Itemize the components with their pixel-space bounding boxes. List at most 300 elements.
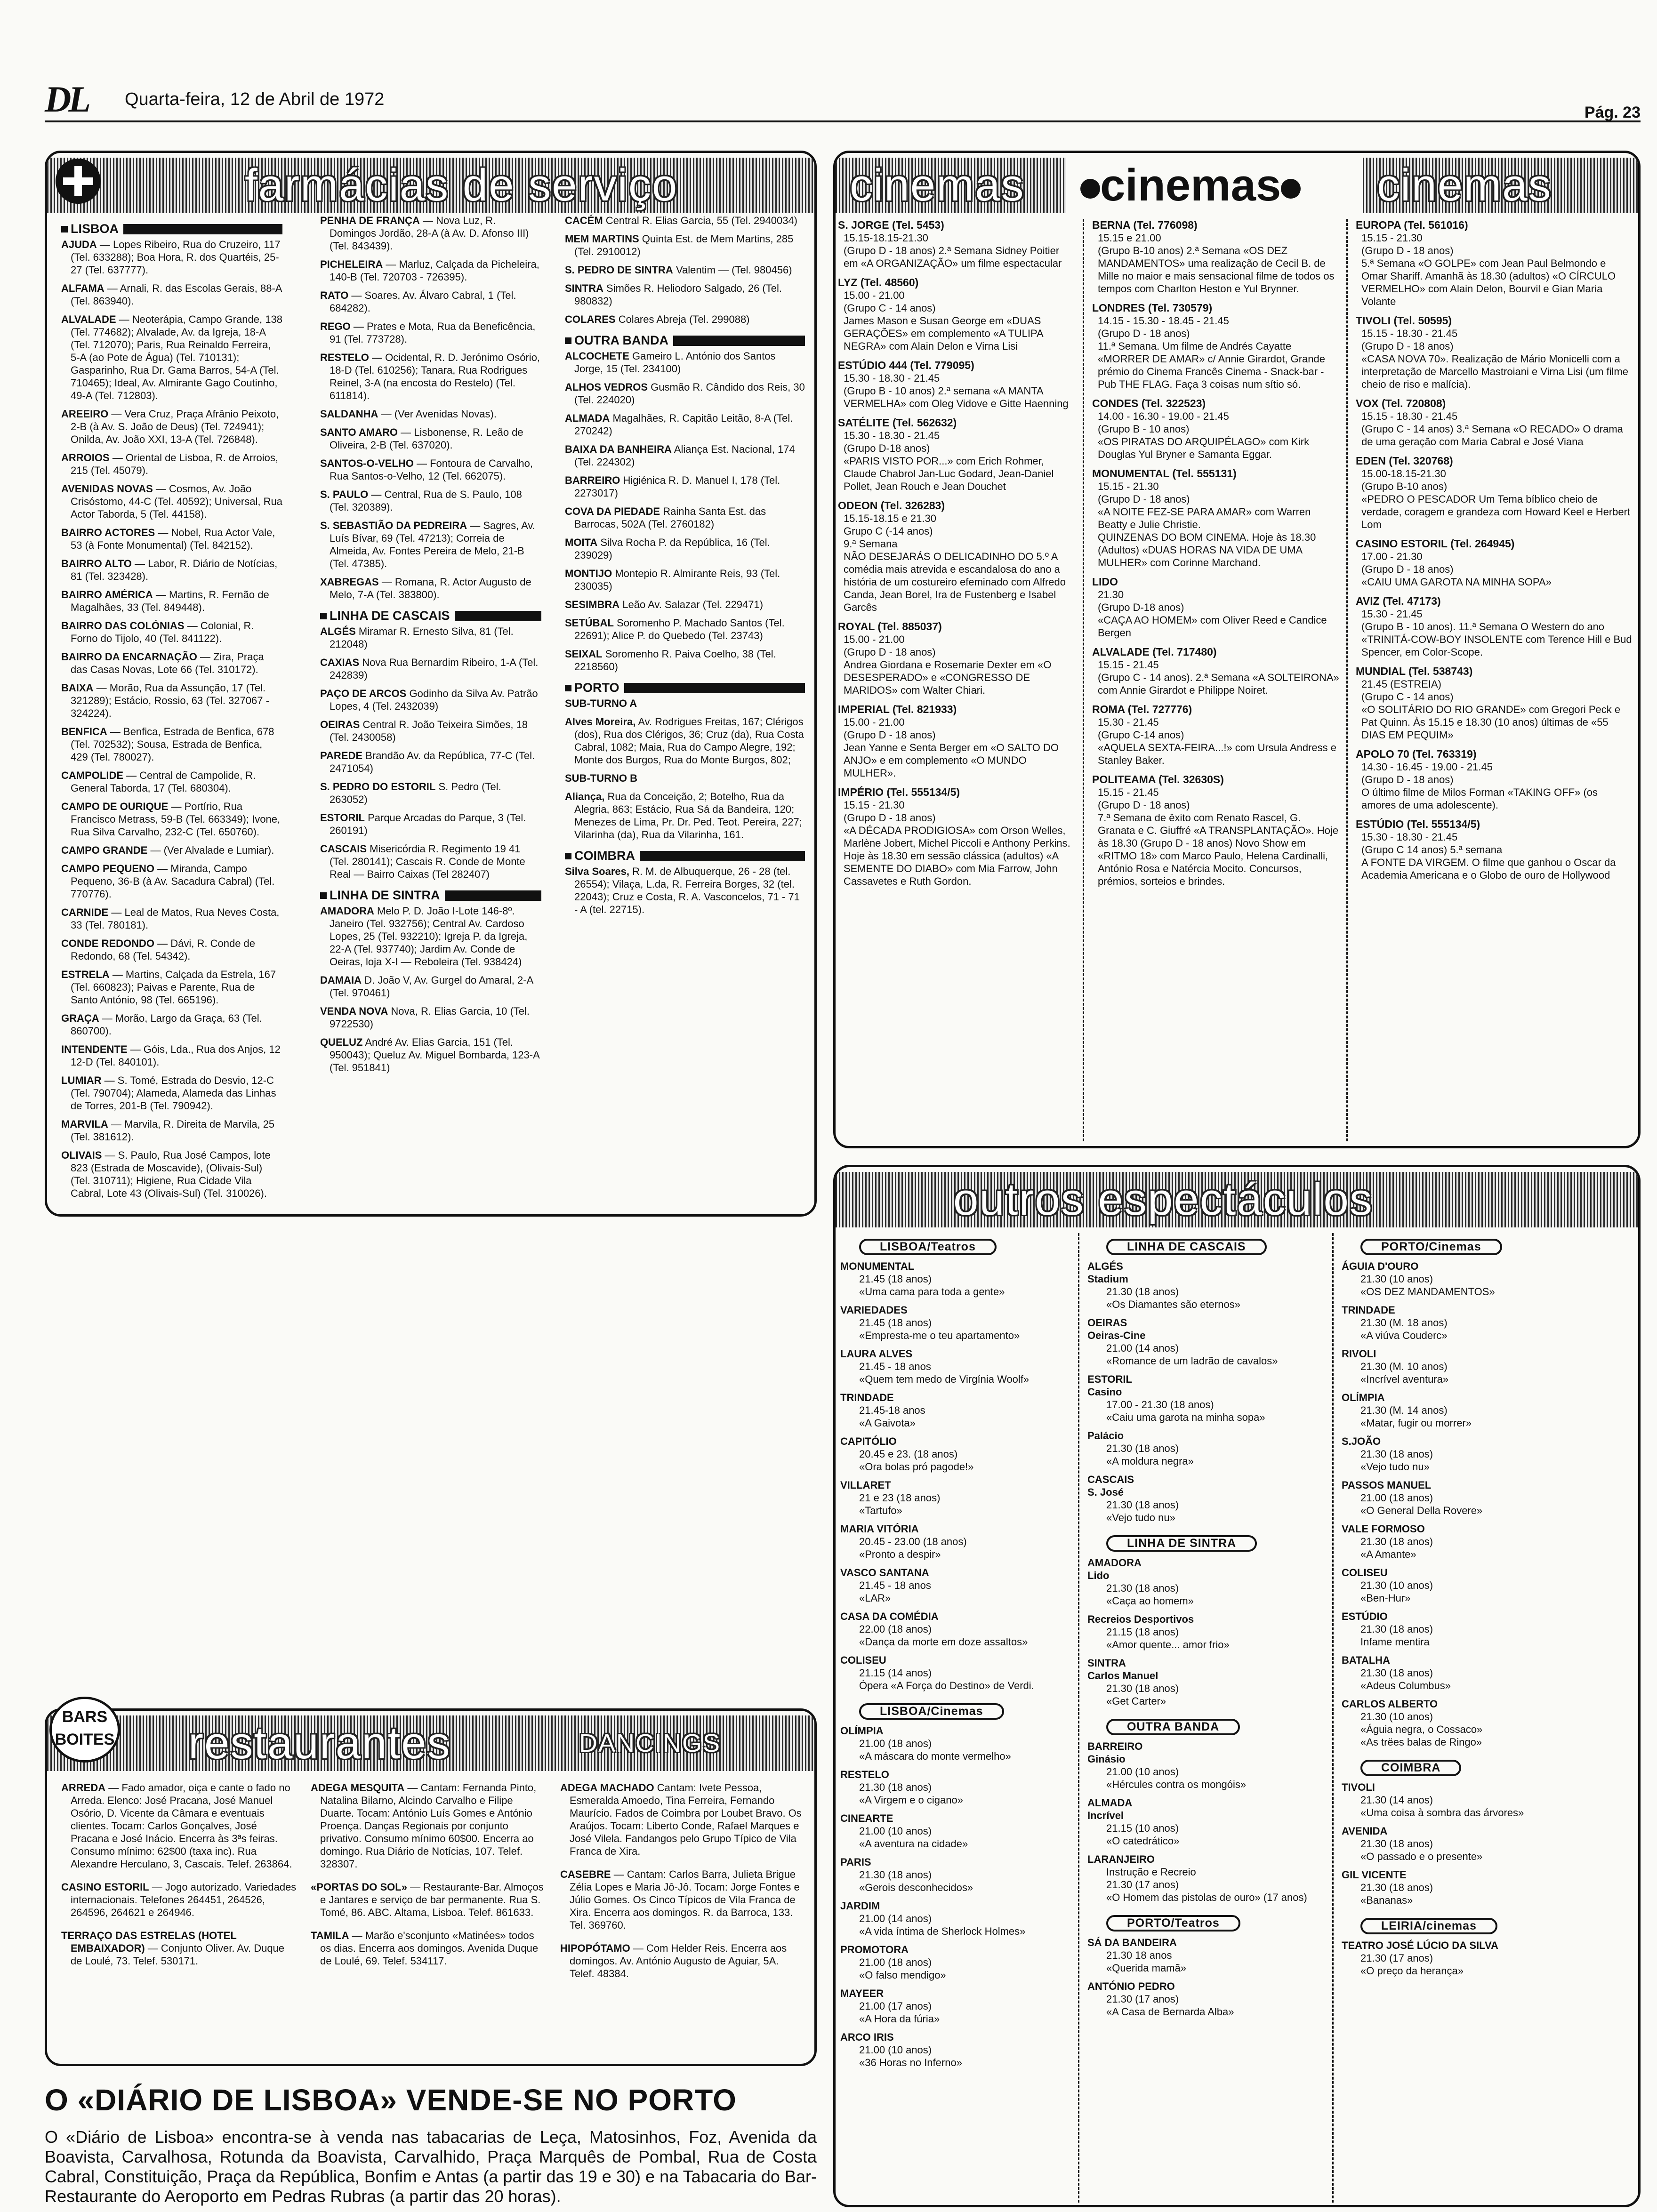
district-name: DAMAIA xyxy=(320,974,362,986)
pharmacy-entry xyxy=(320,842,541,881)
restaurant-text: — Restaurante-Bar. Almoços e Jantares e serviço de bar permanente. Rua S. Tomé, 86. ABC. Altama, Lisboa. Telef. 861633. xyxy=(320,1881,544,1918)
region-bullet-icon xyxy=(61,226,68,232)
restaurant-entry xyxy=(311,1781,546,1870)
cinema-name: ESTÚDIO (Tel. 555134/5) xyxy=(1356,818,1480,830)
venue-name: SÁ DA BANDEIRA xyxy=(1087,1937,1177,1948)
cinema-name: SATÉLITE (Tel. 562632) xyxy=(838,417,957,429)
show-listing xyxy=(840,1347,1073,1386)
district-name: BAIRRO ACTORES xyxy=(61,527,155,538)
pharmacy-text: — Morão, Largo da Graça, 63 (Tel. 860700). xyxy=(71,1012,262,1037)
venue-group-header: LISBOA/Teatros xyxy=(859,1239,997,1255)
show-info: 21.00 (18 anos) «O falso mendigo» xyxy=(859,1956,946,1981)
cinema-info: 15.15 - 21.45 (Grupo D - 18 anos) 7.ª Semana de êxito com Renato Rascel, G. Granata e C. Giuffré «A TRANSPLANTAÇÃO». Hoje às 18.30 (Grupo D - 18 anos) Novo Show em «RITMO 18» com Marco Paulo, Helena Cardinalli, António Rosa e Natércia Mocito. Concursos, prémios, sorteios e brindes. xyxy=(1098,786,1339,887)
cinema-info: 21.30 (Grupo D-18 anos) «CAÇA AO HOMEM» com Oliver Reed e Candice Bergen xyxy=(1098,589,1327,639)
district-name: LUMIAR xyxy=(61,1074,102,1086)
issue-date: Quarta-feira, 12 de Abril de 1972 xyxy=(125,89,385,109)
cinema-listing xyxy=(1092,467,1339,569)
district-name: REGO xyxy=(320,321,351,332)
pharmacy-text: — S. Tomé, Estrada do Desvio, 12-C (Tel. 790704); Alameda, Alameda das Linhas de Torres, 201-B (Tel. 790942). xyxy=(71,1074,276,1112)
district-name: GRAÇA xyxy=(61,1012,99,1024)
district-name: ALCOCHETE xyxy=(565,350,629,362)
show-info: 21.00 (17 anos) «A Hora da fúria» xyxy=(859,2000,940,2025)
pharmacy-text: S. Pedro (Tel. 263052) xyxy=(330,781,501,805)
cinema-info: 15.15 - 18.30 - 21.45 (Grupo C - 14 anos) 3.ª Semana «O RECADO» O drama de uma geração com Maria Cabral e José Viana xyxy=(1361,410,1623,448)
district-name: BAIRRO AMÉRICA xyxy=(61,589,153,601)
pharmacy-text: — Arnali, R. das Escolas Gerais, 88-A (Tel. 863940). xyxy=(71,282,282,307)
pharmacy-text: Av. Rodrigues Freitas, 167; Clérigos (dos), Rua dos Clérigos, 36; Cruz (da), Rua Costa Cabral, 1082; Maia, Rua do Campo Alegre, 192; Monte dos Burgos, Rua do Monte Burgos, 802; xyxy=(574,716,804,766)
show-info: 21.30 (M. 10 anos) «Incrível aventura» xyxy=(1360,1361,1449,1385)
pharmacy-entry xyxy=(61,1149,282,1200)
show-listing xyxy=(840,1610,1073,1648)
district-name: VENDA NOVA xyxy=(320,1005,388,1017)
pharmacy-entry xyxy=(320,1036,541,1074)
show-listing xyxy=(1342,1566,1633,1604)
cinema-listing xyxy=(838,359,1076,410)
pharmacy-entry xyxy=(565,505,805,530)
district-name: XABREGAS xyxy=(320,576,379,588)
cinema-info: 15.30 - 21.45 (Grupo B - 10 anos). 11.ª Semana O Western do ano «TRINITÁ-COW-BOY INSOLENTE com Terence Hill e Bud Spencer, em Color-Scope. xyxy=(1361,608,1632,658)
venue-name: VALE FORMOSO xyxy=(1342,1523,1425,1535)
restaurant-name: ADEGA MACHADO xyxy=(560,1782,654,1794)
cinema-listing xyxy=(1092,703,1339,767)
venue-name: VASCO SANTANA xyxy=(840,1567,929,1579)
show-listing xyxy=(840,1987,1073,2025)
district-name: ALFAMA xyxy=(61,282,105,294)
district-name: SUB-TURNO B xyxy=(565,772,637,784)
district-name: AVENIDAS NOVAS xyxy=(61,483,153,495)
dancings-title: DANCINGS xyxy=(579,1729,721,1757)
pharmacy-entry xyxy=(61,588,282,614)
venue-name: MAYEER xyxy=(840,1988,884,1999)
pharmacy-entry xyxy=(565,697,805,710)
district-name: MARVILA xyxy=(61,1118,108,1130)
venue-name: VARIEDADES xyxy=(840,1304,908,1316)
district-name: AJUDA xyxy=(61,239,97,250)
pharmacy-text: Rua da Conceição, 2; Botelho, Rua da Alegria, 863; Estácio, Rua Sá da Bandeira, 120; Menezes de Lima, Pr. Dr. Ped. Teot. Pereira, 227; Vilarinha (da), Rua da Vilarinha, 161. xyxy=(574,791,802,841)
cinema-name: VOX (Tel. 720808) xyxy=(1356,397,1446,409)
pharmacy-text: Simões R. Heliodoro Salgado, 26 (Tel. 980832) xyxy=(574,282,782,307)
pharmacy-entry xyxy=(565,350,805,375)
district-name: CONDE REDONDO xyxy=(61,938,155,949)
restaurant-name: ADEGA MESQUITA xyxy=(311,1782,405,1794)
show-info: 21.00 (14 anos) «A vida íntima de Sherlock Holmes» xyxy=(859,1913,1026,1937)
show-info: 21.15 (14 anos) Ópera «A Força do Destino» de Verdi. xyxy=(859,1667,1034,1691)
pharmacy-entry xyxy=(61,1043,282,1068)
pharmacy-text: — Dávi, R. Conde de Redondo, 68 (Tel. 54342). xyxy=(71,938,256,962)
venue-name: VILLARET xyxy=(840,1479,891,1491)
restaurantes-column-2 xyxy=(311,1781,546,2064)
district-name: ALMADA xyxy=(565,412,610,424)
venue-group-header: LEIRIA/cinemas xyxy=(1360,1918,1497,1934)
show-listing xyxy=(1342,1781,1633,1819)
cinema-info: 15.15 - 21.30 (Grupo D - 18 anos) «A DÉCADA PRODIGIOSA» com Orson Welles, Marlène Jobert, Michel Piccoli e Anthony Perkins. Hoje às 18.30 em sessão clássica (adultos) «A SEMENTE DO DIABO» com Mia Farrow, John Cassavetes e Ruth Gordon. xyxy=(844,799,1070,887)
pharmacy-entry xyxy=(565,567,805,593)
region-header xyxy=(61,223,282,235)
cinema-listing xyxy=(838,276,1076,353)
show-listing xyxy=(1087,1796,1325,1847)
cinema-info: 15.00 - 21.00 (Grupo D - 18 anos) Andrea Giordana e Rosemarie Dexter em «O DESESPERADO» e «CONGRESSO DE MARIDOS» com Walter Chiari. xyxy=(844,633,1052,696)
pharmacy-cross-icon xyxy=(56,159,101,204)
pharmacy-entry xyxy=(565,715,805,766)
district-name: S. PAULO xyxy=(320,489,369,500)
pharmacy-entry xyxy=(320,625,541,650)
district-name: CAMPO DE OURIQUE xyxy=(61,801,169,812)
venue-name: CASA DA COMÉDIA xyxy=(840,1611,939,1622)
show-info: 21.30 (18 anos) «Get Carter» xyxy=(1106,1683,1179,1707)
pharmacy-text: — Cosmos, Av. João Crisóstomo, 44-C (Tel. 40592); Universal, Rua Actor Taborda, 5 (Tel. 44158). xyxy=(71,483,282,520)
venue-name: CASCAIS S. José xyxy=(1087,1474,1134,1498)
pharmacy-entry xyxy=(61,862,282,900)
district-name: RESTELO xyxy=(320,352,369,363)
cinema-info: 15.15 - 21.30 (Grupo D - 18 anos) «A NOITE FEZ-SE PARA AMAR» com Warren Beatty e Julie Christie. QUINZENAS DO BOM CINEMA. Hoje às 18.30 (Adultos) «DUAS HORAS NA VIDA DE UMA MULHER» com Corinne Marchand. xyxy=(1098,481,1316,569)
venue-name: PROMOTORA xyxy=(840,1944,909,1956)
venue-name: CAPITÓLIO xyxy=(840,1435,897,1447)
district-name: CAMPO PEQUENO xyxy=(61,863,155,874)
district-name: OEIRAS xyxy=(320,719,360,730)
show-listing xyxy=(1342,1260,1633,1298)
pharmacy-text: Nova, R. Elias Garcia, 10 (Tel. 9722530) xyxy=(330,1005,530,1030)
restaurant-entry xyxy=(61,1781,297,1870)
show-listing xyxy=(1087,1473,1325,1524)
district-name: ALHOS VEDROS xyxy=(565,381,648,393)
show-listing xyxy=(840,1260,1073,1298)
cinema-listing xyxy=(1356,455,1633,531)
pharmacy-text: — Leal de Matos, Rua Neves Costa, 33 (Tel. 780181). xyxy=(71,906,280,931)
show-listing xyxy=(1087,1316,1325,1367)
cinema-listing xyxy=(1356,219,1633,308)
cinema-name: IMPERIAL (Tel. 821933) xyxy=(838,703,957,715)
show-info: 21.30 (18 anos) «Adeus Columbus» xyxy=(1360,1667,1451,1691)
pharmacy-text: Soromenho P. Machado Santos (Tel. 22691); Alice P. do Quebedo (Tel. 23743) xyxy=(574,617,785,641)
show-listing xyxy=(1342,1304,1633,1342)
bullet-icon xyxy=(1080,179,1100,199)
restaurant-entry xyxy=(560,1868,805,1931)
region-rule xyxy=(640,851,805,861)
cinema-name: ODEON (Tel. 326283) xyxy=(838,499,945,512)
pharmacy-text: — Prates e Mota, Rua da Beneficência, 91 (Tel. 773728). xyxy=(330,321,536,345)
region-rule xyxy=(673,336,805,346)
restaurant-name: TERRAÇO DAS ESTRELAS (HOTEL EMBAIXADOR) xyxy=(61,1930,237,1954)
venue-name: RESTELO xyxy=(840,1769,889,1780)
district-name: SANTOS-O-VELHO xyxy=(320,457,414,469)
venue-name: BATALHA xyxy=(1342,1654,1391,1666)
show-info: 21.30 (10 anos) «Ben-Hur» xyxy=(1360,1579,1433,1604)
district-name: Aliança, xyxy=(565,791,605,802)
pharmacy-text: — Miranda, Campo Pequeno, 36-B (à Av. Sacadura Cabral) (Tel. 770776). xyxy=(71,863,275,900)
pharmacy-text: — (Ver Alvalade e Lumiar). xyxy=(150,844,274,856)
pharmacy-text: — Marluz, Calçada da Picheleira, 140-B (Tel. 720703 - 726395). xyxy=(330,258,539,283)
pharmacy-text: — Fontoura de Carvalho, Rua Santos-o-Velho, 12 (Tel. 662075). xyxy=(330,457,533,482)
cinema-listing xyxy=(838,703,1076,779)
show-info: 21.30 (18 anos) «Vejo tudo nu» xyxy=(1360,1448,1433,1473)
pharmacy-entry xyxy=(61,451,282,477)
show-info: 21.30 (14 anos) «Uma coisa à sombra das árvores» xyxy=(1360,1794,1524,1819)
show-info: 21.30 (M. 14 anos) «Matar, fugir ou morrer» xyxy=(1360,1404,1472,1429)
region-bullet-icon xyxy=(320,613,327,619)
pharmacy-entry xyxy=(565,865,805,916)
restaurant-name: CASEBRE xyxy=(560,1868,611,1880)
pharmacy-entry xyxy=(565,617,805,642)
district-name: BAIRRO ALTO xyxy=(61,558,132,569)
pharmacy-entry xyxy=(320,576,541,601)
district-name: ALGÉS xyxy=(320,625,356,637)
pharmacy-text: Soromenho R. Paiva Coelho, 38 (Tel. 2218560) xyxy=(574,648,776,673)
pharmacy-text: — Benfica, Estrada de Benfica, 678 (Tel. 702532); Sousa, Estrada de Benfica, 429 (Tel. 780027). xyxy=(71,726,274,763)
show-info: 21.15 (10 anos) «O catedrático» xyxy=(1106,1822,1180,1847)
venue-name: ESTÚDIO xyxy=(1342,1611,1388,1622)
cinema-listing xyxy=(1092,397,1339,461)
district-name: CASCAIS xyxy=(320,843,367,855)
cinema-listing xyxy=(1092,219,1339,295)
pharmacy-entry xyxy=(320,488,541,513)
cinema-info: 21.45 (ESTREIA) (Grupo C - 14 anos) «O SOLITÁRIO DO RIO GRANDE» com Gregori Peck e Pat Quinn. Às 15.15 e 18.30 (10 anos) últimas de «55 DIAS EM PEQUIM» xyxy=(1361,678,1621,741)
cinema-name: ESTÚDIO 444 (Tel. 779095) xyxy=(838,359,974,371)
page-header xyxy=(45,75,1641,122)
show-listing xyxy=(1342,1435,1633,1473)
district-name: SETÚBAL xyxy=(565,617,614,629)
cinemas-title: cinemas xyxy=(1100,160,1281,210)
venue-name: SINTRA Carlos Manuel xyxy=(1087,1657,1158,1682)
pharmacy-entry xyxy=(320,351,541,402)
venue-name: RIVOLI xyxy=(1342,1348,1376,1360)
pharmacy-entry xyxy=(61,1118,282,1143)
cinema-listing xyxy=(1356,537,1633,588)
district-name: S. PEDRO DE SINTRA xyxy=(565,264,673,276)
pharmacy-entry xyxy=(565,264,805,276)
bars-boites-badge xyxy=(49,1697,120,1763)
district-name: SALDANHA xyxy=(320,408,378,420)
pharmacy-entry xyxy=(320,811,541,837)
venue-group-header: PORTO/Cinemas xyxy=(1360,1239,1502,1255)
show-info: 21.30 (18 anos) «O passado e o presente» xyxy=(1360,1838,1483,1862)
show-info: 21.45 (18 anos) «Uma cama para toda a gente» xyxy=(859,1273,1005,1298)
show-info: 21.45 - 18 anos «Quem tem medo de Virgínia Woolf» xyxy=(859,1361,1030,1385)
cinema-name: ALVALADE (Tel. 717480) xyxy=(1092,646,1217,658)
district-name: CACÉM xyxy=(565,215,603,226)
cinema-name: EUROPA (Tel. 561016) xyxy=(1356,219,1468,231)
district-name: Silva Soares, xyxy=(565,866,629,877)
show-listing xyxy=(1087,1980,1325,2018)
pharmacy-text: — Colonial, R. Forno do Tijolo, 40 (Tel. 841122). xyxy=(71,620,254,644)
show-listing xyxy=(1087,1373,1325,1424)
show-info: 21.30 (18 anos) «Bananas» xyxy=(1360,1882,1433,1906)
pharmacy-text: R. M. de Albuquerque, 26 - 28 (tel. 26554); Vilaça, L.da, R. Ferreira Borges, 32 (tel. 22043); Cruz e Costa, R. A. Vasconcelos, 71 - 71 - A (tel. 22715). xyxy=(574,866,800,915)
show-listing xyxy=(1342,1654,1633,1692)
cinema-listing xyxy=(1356,665,1633,741)
pharmacy-entry xyxy=(320,519,541,570)
pharmacy-text: D. João V, Av. Gurgel do Amaral, 2-A (Tel. 970461) xyxy=(330,974,533,999)
cinema-name: CASINO ESTORIL (Tel. 264945) xyxy=(1356,537,1515,550)
region-name: PORTO xyxy=(574,681,619,695)
pharmacy-text: Higiénica R. D. Manuel I, 178 (Tel. 2273017) xyxy=(574,474,780,499)
cinema-listing xyxy=(1356,818,1633,882)
pharmacy-entry xyxy=(320,320,541,345)
column-divider xyxy=(1078,1233,1079,2203)
pharmacy-text: — Nobel, Rua Actor Vale, 53 (à Fonte Monumental) (Tel. 842152). xyxy=(71,527,275,551)
cinemas-column-1 xyxy=(838,219,1076,1141)
badge-line-1: BARS xyxy=(62,1708,108,1726)
pharmacy-text: — Góis, Lda., Rua dos Anjos, 12 12-D (Tel. 840101). xyxy=(71,1043,281,1068)
cinema-info: 15.15-18.15 e 21.30 Grupo C (-14 anos) 9.ª Semana NÃO DESEJARÁS O DELICADINHO DO 5.º A comédia mais atrevida e escandalosa do ano a história de um costureiro efeminado com Alfredo Canda, Jean Borel, Ira de Fustenberg e Isabel Garcês xyxy=(844,513,1066,613)
region-rule xyxy=(455,611,541,621)
venue-group-header: LINHA DE CASCAIS xyxy=(1106,1239,1267,1255)
venue-name: COLISEU xyxy=(1342,1567,1388,1579)
restaurant-text: Cantam: Ivete Pessoa, Esmeralda Amoedo, Tina Ferreira, Fernando Maurício. Fados de Coimbra por Loubet Bravo. Os Araújos. Tocam: Liberto Conde, Rafael Marques e José Vilela. Fandangos pelo Grupo Típico de Vila Franca de Xira. xyxy=(570,1782,802,1857)
show-info: 21.30 (17 anos) «O preço da herança» xyxy=(1360,1952,1464,1977)
district-name: BAIXA xyxy=(61,682,94,694)
show-info: 21.30 (18 anos) «A Amante» xyxy=(1360,1536,1433,1560)
district-name: RATO xyxy=(320,289,349,301)
pharmacy-entry xyxy=(320,426,541,451)
cinema-name: S. JORGE (Tel. 5453) xyxy=(838,219,944,231)
pharmacy-entry xyxy=(565,536,805,561)
show-listing xyxy=(840,1391,1073,1429)
pharmacy-text: — Sagres, Av. Luís Bívar, 69 (Tel. 47213); Correia de Almeida, Av. Fontes Pereira de Melo, 21-B (Tel. 47385). xyxy=(330,520,535,569)
pharmacy-entry xyxy=(565,232,805,258)
show-listing xyxy=(1087,1260,1325,1311)
show-info: 20.45 - 23.00 (18 anos) «Pronto a despir» xyxy=(859,1536,967,1560)
region-header xyxy=(565,334,805,347)
show-listing xyxy=(1342,1479,1633,1517)
venue-group-header: PORTO/Teatros xyxy=(1106,1915,1240,1931)
venue-group-header: LISBOA/Cinemas xyxy=(859,1703,1004,1720)
venue-group-header: COIMBRA xyxy=(1360,1760,1461,1776)
pharmacy-text: Colares Abreja (Tel. 299088) xyxy=(618,313,750,325)
show-info: 21.00 (18 anos) «O General Della Rovere» xyxy=(1360,1492,1483,1516)
pharmacy-text: — Vera Cruz, Praça Afrânio Peixoto, 2-B (à Av. S. João de Deus) (Tel. 724941); Onilda, Av. João XXI, 13-A (Tel. 726848). xyxy=(71,408,279,445)
show-info: 21.30 (18 anos) «Caça ao homem» xyxy=(1106,1582,1194,1607)
restaurant-name: HIPOPÓTAMO xyxy=(560,1942,630,1954)
outros-section xyxy=(833,1165,1641,2207)
pharmacy-text: — Ocidental, R. D. Jerónimo Osório, 18-D (Tel. 610256); Tanara, Rua Rodrigues Reinel, 3-A (na encosta do Restelo) (Tel. 611814). xyxy=(330,352,540,401)
venue-name: ANTÓNIO PEDRO xyxy=(1087,1980,1175,1992)
show-info: 21.00 (18 anos) «A máscara do monte vermelho» xyxy=(859,1738,1011,1762)
pharmacy-entry xyxy=(61,526,282,552)
pharmacy-entry xyxy=(61,681,282,720)
show-listing xyxy=(840,1654,1073,1692)
district-name: CARNIDE xyxy=(61,906,109,918)
region-rule xyxy=(123,224,282,234)
show-info: 21.45 (18 anos) «Empresta-me o teu apartamento» xyxy=(859,1317,1020,1341)
pharmacy-text: Montepio R. Almirante Reis, 93 (Tel. 230035) xyxy=(574,568,780,592)
cinema-info: 15.30 - 21.45 (Grupo C-14 anos) «AQUELA SEXTA-FEIRA...!» com Ursula Andress e Stanley Baker. xyxy=(1098,716,1336,766)
venue-name: TIVOLI xyxy=(1342,1781,1375,1793)
pharmacy-text: Silva Rocha P. da República, 16 (Tel. 239029) xyxy=(574,537,770,561)
show-info: 20.45 e 23. (18 anos) «Ora bolas pró pagode!» xyxy=(859,1448,974,1473)
venue-name: AMADORA Lido xyxy=(1087,1557,1142,1581)
pharmacy-entry xyxy=(565,381,805,406)
pharmacy-entry xyxy=(320,749,541,775)
region-bullet-icon xyxy=(565,685,571,691)
venue-name: Palácio xyxy=(1087,1430,1124,1442)
pharmacy-text: Rainha Santa Est. das Barrocas, 502A (Tel. 2760182) xyxy=(574,505,766,530)
outros-column-1 xyxy=(840,1233,1073,2203)
pharmacy-entry xyxy=(320,656,541,681)
show-listing xyxy=(1087,1853,1325,1904)
region-name: LISBOA xyxy=(71,222,119,236)
venue-name: TRINDADE xyxy=(1342,1304,1395,1316)
show-listing xyxy=(1342,1523,1633,1561)
venue-name: LARANJEIRO xyxy=(1087,1853,1155,1865)
pharmacy-entry xyxy=(320,457,541,482)
show-info: 21.15 (18 anos) «Amor quente... amor frio» xyxy=(1106,1626,1230,1651)
show-listing xyxy=(1087,1740,1325,1791)
column-divider xyxy=(1083,219,1084,1141)
pharmacy-entry xyxy=(61,408,282,446)
restaurantes-section xyxy=(45,1708,817,2066)
pharmacy-entry xyxy=(565,772,805,785)
cinema-info: 15.15 - 21.45 (Grupo C - 14 anos). 2.ª Semana «A SOLTEIRONA» com Annie Girardot e Philippe Noiret. xyxy=(1098,659,1339,696)
cinema-listing xyxy=(838,620,1076,697)
restaurant-text: — Cantam: Carlos Barra, Julieta Brigue Zélia Lopes e Maria Jô-Jô. Tocam: Jorge Fontes e Júlio Gomes. Os Cinco Típicos de Vila Franca de Xira. Encerra aos domingos. R. da Barroca, 133. Tel. 369760. xyxy=(570,1868,800,1931)
farmacias-section xyxy=(45,151,817,1217)
show-info: Instrução e Recreio 21.30 (17 anos) «O Homem das pistolas de ouro» (17 anos) xyxy=(1106,1866,1307,1903)
pharmacy-entry xyxy=(565,412,805,437)
restaurant-entry xyxy=(61,1929,297,1967)
cinema-name: CONDES (Tel. 322523) xyxy=(1092,397,1206,409)
region-header xyxy=(320,609,541,622)
district-name: ESTRELA xyxy=(61,969,110,980)
cinema-info: 14.00 - 16.30 - 19.00 - 21.45 (Grupo B - 10 anos) «OS PIRATAS DO ARQUIPÉLAGO» com Kirk Douglas Yul Bryner e Samanta Eggar. xyxy=(1098,410,1310,460)
show-listing xyxy=(1342,1610,1633,1648)
bullet-icon xyxy=(1281,179,1301,199)
region-rule xyxy=(445,890,542,901)
cinema-info: 14.15 - 15.30 - 18.45 - 21.45 (Grupo D - 18 anos) 11.ª Semana. Um filme de Andrés Cayatte «MORRER DE AMAR» c/ Annie Girardot, Grande prémio do Cinema Francês Cinema - Snack-bar - Pub THE FLAG. Faça 3 coisas num sítio só. xyxy=(1098,315,1325,390)
farmacias-column-3 xyxy=(565,214,805,1212)
restaurant-text: — Cantam: Fernanda Pinto, Natalina Bilarno, Alcindo Carvalho e Filipe Duarte. Tocam: António Luís Gomes e António Proença. Danças Regionais por conjunto privativo. Consumo mínimo 60$00. Encerra ao domingo. Rua Diário de Notícias, 107. Telef. 328307. xyxy=(320,1782,537,1870)
restaurantes-column-1 xyxy=(61,1781,297,2064)
show-info: 21.30 (17 anos) «A Casa de Bernarda Alba» xyxy=(1106,1993,1234,2018)
district-name: Alves Moreira, xyxy=(565,716,636,728)
pharmacy-text: — Portírio, Rua Francisco Metrass, 59-B (Tel. 663349); Ivone, Rua Silva Carvalho, 232-C (Tel. 650760). xyxy=(71,801,281,838)
district-name: AMADORA xyxy=(320,905,374,917)
restaurant-name: CASINO ESTORIL xyxy=(61,1881,149,1893)
outros-column-2 xyxy=(1087,1233,1325,2203)
district-name: CAMPOLIDE xyxy=(61,769,123,781)
cinema-name: LYZ (Tel. 48560) xyxy=(838,276,919,289)
cinema-name: LONDRES (Tel. 730579) xyxy=(1092,302,1213,314)
show-listing xyxy=(1087,1657,1325,1707)
cinemas-title-right: cinemas xyxy=(1377,160,1552,210)
pharmacy-text: — (Ver Avenidas Novas). xyxy=(381,408,497,420)
pharmacy-text: Leão Av. Salazar (Tel. 229471) xyxy=(622,599,764,610)
pharmacy-text: — Morão, Rua da Assunção, 17 (Tel. 321289); Estácio, Rossio, 63 (Tel. 327067 - 324224). xyxy=(71,682,269,719)
show-listing xyxy=(840,1899,1073,1938)
farmacias-title: farmácias de serviço xyxy=(245,160,678,210)
show-info: 21.30 (10 anos) «Águia negra, o Cossaco» «As trëes balas de Ringo» xyxy=(1360,1711,1483,1748)
cinema-info: 15.15 - 18.30 - 21.45 (Grupo D - 18 anos) «CASA NOVA 70». Realização de Mário Monicelli com a interpretação de Marcello Mastroiani e Virna Lisi (um filme cheio de riso e malícia). xyxy=(1361,328,1628,390)
cinema-info: 15.00-18.15-21.30 (Grupo B-10 anos) «PEDRO O PESCADOR Um Tema bíblico cheio de verdade, coragem e grandeza com Howard Keel e Herbert Lom xyxy=(1361,468,1631,530)
venue-name: COLISEU xyxy=(840,1654,886,1666)
pharmacy-entry xyxy=(320,718,541,744)
outros-column-3 xyxy=(1342,1233,1633,2203)
cinema-listing xyxy=(1092,646,1339,697)
district-name: COVA DA PIEDADE xyxy=(565,505,660,517)
pharmacy-text: Gusmão R. Cândido dos Reis, 30 (Tel. 224020) xyxy=(574,381,805,406)
restaurant-text: — Fado amador, oiça e cante o fado no Arreda. Elenco: José Pracana, José Manuel Osório, D. Vicente da Câmara e eventuais clientes. Tocam: Carlos Gonçalves, José Pracana e José Inácio. Encerra às 3ªs feiras. Consumo mínimo: 62$00 (taxa inc). Rua Alexandre Herculano, 3, Cascais. Telef. 263864. xyxy=(71,1782,292,1870)
pharmacy-text: Magalhães, R. Capitão Leitão, 8-A (Tel. 270242) xyxy=(574,412,793,437)
cinema-listing xyxy=(1092,773,1339,888)
show-listing xyxy=(1087,1936,1325,1974)
show-info: 21.30 (18 anos) «Vejo tudo nu» xyxy=(1106,1499,1179,1523)
pharmacy-text: — Neoterápia, Campo Grande, 138 (Tel. 774682); Alvalade, Av. da Igreja, 18-A (Tel. 712070); Paris, Rua Reinaldo Ferreira, 5-A (ao Pote de Água) (Tel. 710131); Gasparinho, Rua Dr. Gama Barros, 54-A (Tel. 710465); Ideal, Av. Almirante Gago Coutinho, 49-A (Tel. 712803). xyxy=(71,313,282,401)
show-info: 21.30 18 anos «Querida mamã» xyxy=(1106,1949,1186,1974)
venue-name: GIL VICENTE xyxy=(1342,1869,1407,1881)
district-name: COLARES xyxy=(565,313,616,325)
venue-name: ESTORIL Casino xyxy=(1087,1373,1132,1398)
district-name: OLIVAIS xyxy=(61,1149,102,1161)
farmacias-column-1 xyxy=(61,214,282,1212)
